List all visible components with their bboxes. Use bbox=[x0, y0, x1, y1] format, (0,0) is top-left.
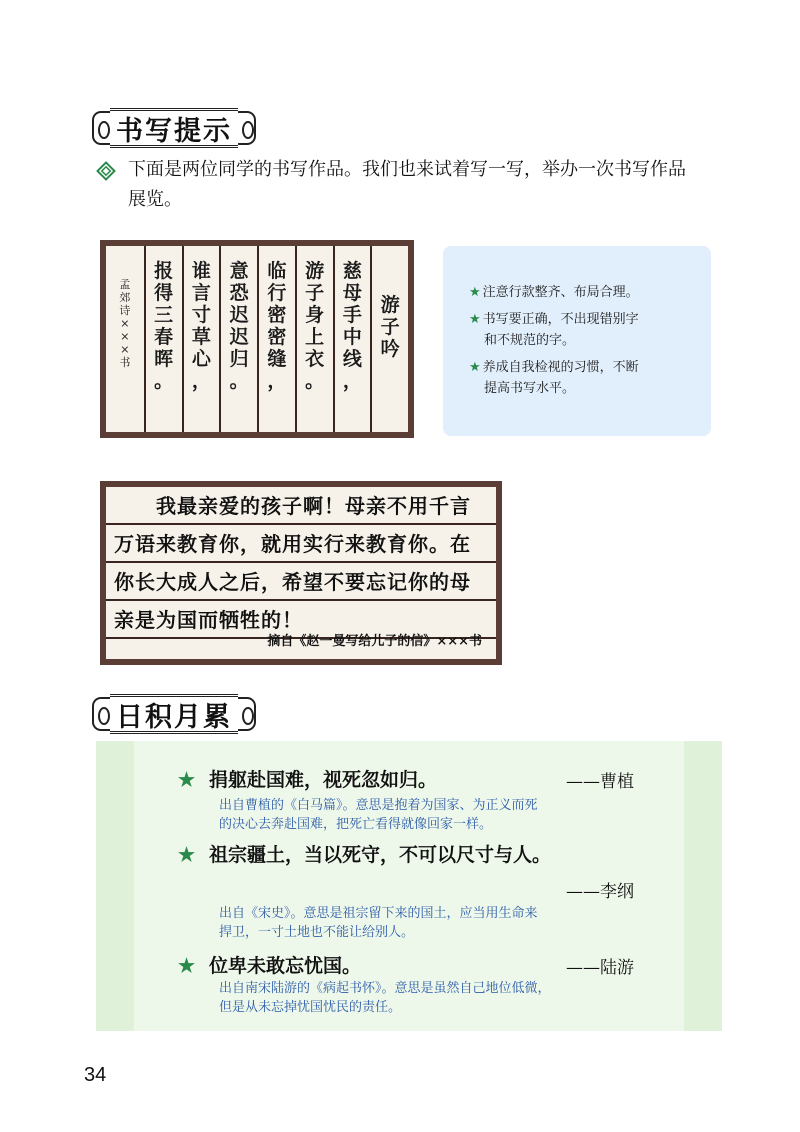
poem-char: 得 bbox=[154, 282, 174, 304]
tip-text: 提高书写水平。 bbox=[484, 381, 576, 396]
poem-line-column bbox=[182, 246, 220, 432]
poem-char: 密 bbox=[267, 326, 287, 348]
poem-paper bbox=[106, 246, 408, 432]
knot-bullet-icon bbox=[96, 161, 116, 181]
proverb-text: 位卑未敢忘忧国。 bbox=[209, 955, 362, 977]
poem-char: 意 bbox=[229, 260, 249, 282]
poem-char: 中 bbox=[342, 326, 362, 348]
instruction-line-1: 下面是两位同学的书写作品。我们也来试着写一写，举办一次书写作品 bbox=[128, 159, 686, 180]
poem-char: 春 bbox=[154, 326, 174, 348]
poem-char: × bbox=[120, 317, 130, 330]
poem-char: 游 bbox=[305, 260, 325, 282]
poem-char: 三 bbox=[154, 304, 174, 326]
poem-char: ， bbox=[267, 370, 287, 392]
proverb-3 bbox=[178, 951, 361, 978]
section-header-daily-accumulation bbox=[92, 694, 256, 734]
poem-line-column bbox=[333, 246, 371, 432]
poem-char: 报 bbox=[154, 260, 174, 282]
star-icon: ★ bbox=[469, 360, 481, 375]
poem-char: 。 bbox=[229, 370, 249, 392]
poem-title-column bbox=[370, 246, 408, 432]
poem-char: 晖 bbox=[154, 348, 174, 370]
tip-text: 和不规范的字。 bbox=[484, 333, 576, 348]
star-icon: ★ bbox=[178, 844, 196, 866]
tips-box bbox=[443, 246, 711, 436]
poem-char: 游 bbox=[380, 294, 400, 316]
tip-item bbox=[469, 357, 711, 378]
poem-char: 谁 bbox=[191, 260, 211, 282]
section-header-writing-tips bbox=[92, 108, 256, 148]
panel-band-right bbox=[684, 741, 722, 1031]
poem-char: 心 bbox=[191, 348, 211, 370]
poem-line-column bbox=[144, 246, 182, 432]
poem-char: 行 bbox=[267, 282, 287, 304]
poem-char: 。 bbox=[154, 370, 174, 392]
header-ornament-left bbox=[92, 697, 110, 731]
panel-band-left bbox=[96, 741, 134, 1031]
poem-signature-column bbox=[106, 246, 144, 432]
poem-char: 迟 bbox=[229, 304, 249, 326]
tip-item bbox=[469, 282, 711, 303]
poem-line-column bbox=[219, 246, 257, 432]
proverb-author: ——陆游 bbox=[566, 958, 634, 978]
tip-continuation bbox=[469, 378, 711, 399]
poem-char: 迟 bbox=[229, 326, 249, 348]
poem-char: 子 bbox=[305, 282, 325, 304]
poem-char: 缝 bbox=[267, 348, 287, 370]
poem-char: 密 bbox=[267, 304, 287, 326]
proverb-text: 祖宗疆土，当以死守，不可以尺寸与人。 bbox=[209, 844, 552, 866]
proverb-2 bbox=[178, 840, 551, 867]
header-ornament-right bbox=[238, 697, 256, 731]
poem-line-column bbox=[295, 246, 333, 432]
section-title: 书写提示 bbox=[110, 108, 238, 148]
letter-line: 我最亲爱的孩子啊！母亲不用千言 bbox=[106, 489, 496, 525]
star-icon: ★ bbox=[469, 312, 481, 327]
poem-char: 郊 bbox=[119, 291, 131, 304]
section-title: 日积月累 bbox=[110, 694, 238, 734]
page-number: 34 bbox=[84, 1064, 107, 1086]
poem-char: 母 bbox=[342, 282, 362, 304]
poem-char: 身 bbox=[305, 304, 325, 326]
poem-char: 归 bbox=[229, 348, 249, 370]
poem-char: 子 bbox=[380, 316, 400, 338]
poem-char: 草 bbox=[191, 326, 211, 348]
poem-char: ， bbox=[191, 370, 211, 392]
poem-char: 衣 bbox=[305, 348, 325, 370]
poem-char: 手 bbox=[342, 304, 362, 326]
poem-char: 。 bbox=[305, 370, 325, 392]
poem-char: 临 bbox=[267, 260, 287, 282]
letter-line: 万语来教育你，就用实行来教育你。在 bbox=[106, 527, 496, 563]
poem-char: 慈 bbox=[342, 260, 362, 282]
star-icon: ★ bbox=[178, 955, 196, 977]
header-ornament-right bbox=[238, 111, 256, 145]
proverb-explanation-line: 捍卫，一寸土地也不能让给别人。 bbox=[219, 925, 415, 940]
star-icon: ★ bbox=[469, 285, 481, 300]
tip-item bbox=[469, 309, 711, 330]
poem-char: 上 bbox=[305, 326, 325, 348]
proverb-explanation-line: 出自南宋陆游的《病起书怀》。意思是虽然自己地位低微， bbox=[219, 981, 551, 996]
letter-paper bbox=[106, 487, 496, 659]
poem-char: 寸 bbox=[191, 304, 211, 326]
poem-char: ， bbox=[342, 370, 362, 392]
poem-char: × bbox=[120, 343, 130, 356]
poem-char: 线 bbox=[342, 348, 362, 370]
letter-line: 亲是为国而牺牲的！ bbox=[106, 603, 496, 639]
poem-char: 诗 bbox=[119, 304, 131, 317]
proverb-text: 捐躯赴国难，视死忽如归。 bbox=[209, 769, 438, 791]
proverb-explanation-line: 的决心去奔赴国难，把死亡看得就像回家一样。 bbox=[219, 817, 493, 832]
poem-char: 言 bbox=[191, 282, 211, 304]
proverb-1 bbox=[178, 765, 437, 792]
poem-char: 吟 bbox=[380, 338, 400, 360]
tip-text: 注意行款整齐、布局合理。 bbox=[482, 285, 639, 300]
header-ornament-left bbox=[92, 111, 110, 145]
poem-char: 书 bbox=[119, 356, 131, 369]
letter-line: 你长大成人之后，希望不要忘记你的母 bbox=[106, 565, 496, 601]
proverb-explanation-line: 出自曹植的《白马篇》。意思是抱着为国家、为正义而死 bbox=[219, 798, 538, 813]
proverb-explanation-line: 但是从未忘掉忧国忧民的责任。 bbox=[219, 1000, 402, 1015]
poem-calligraphy-card bbox=[100, 240, 414, 438]
star-icon: ★ bbox=[178, 769, 196, 791]
instruction-line-2: 展览。 bbox=[128, 189, 182, 210]
letter-source: 摘自《赵一曼写给儿子的信》×××书 bbox=[267, 634, 482, 649]
proverb-author: ——曹植 bbox=[566, 772, 634, 792]
proverb-author: ——李纲 bbox=[566, 882, 634, 902]
tip-text: 书写要正确，不出现错别字 bbox=[482, 312, 639, 327]
poem-char: 孟 bbox=[119, 278, 131, 291]
poem-char: × bbox=[120, 330, 130, 343]
letter-calligraphy-card bbox=[100, 481, 502, 665]
proverb-explanation-line: 出自《宋史》。意思是祖宗留下来的国土，应当用生命来 bbox=[219, 906, 538, 921]
tip-text: 养成自我检视的习惯，不断 bbox=[482, 360, 639, 375]
poem-char: 恐 bbox=[229, 282, 249, 304]
tip-continuation bbox=[469, 330, 711, 351]
poem-line-column bbox=[257, 246, 295, 432]
